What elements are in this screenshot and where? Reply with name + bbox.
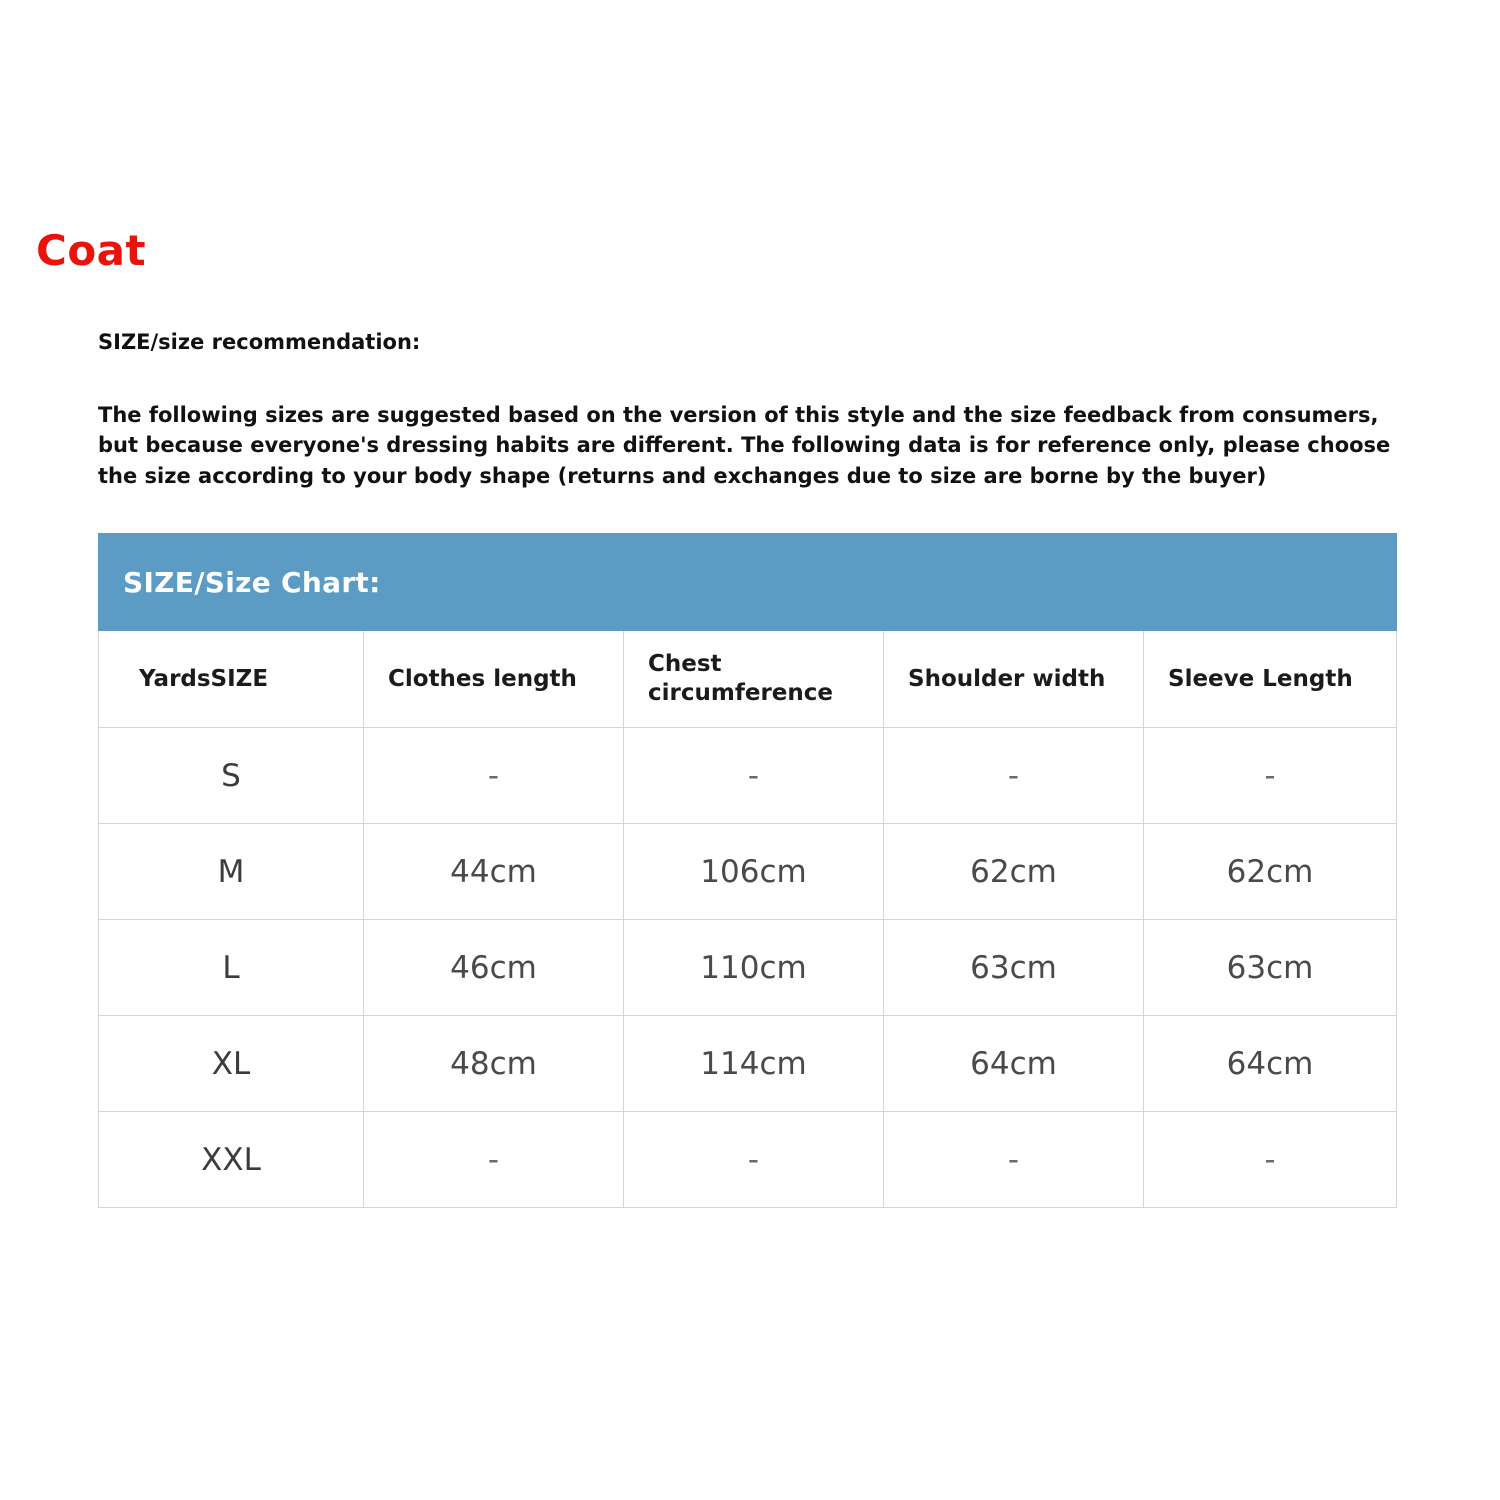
column-header-clothes-length: Clothes length (364, 631, 624, 728)
cell-size: M (99, 824, 364, 920)
column-header-yardssize: YardsSIZE (99, 631, 364, 728)
cell-chest: - (624, 728, 884, 824)
cell-sleeve: - (1144, 1112, 1397, 1208)
table-row (99, 1112, 1397, 1208)
cell-chest: 106cm (624, 824, 884, 920)
cell-sleeve: 63cm (1144, 920, 1397, 1016)
recommendation-heading: SIZE/size recommendation: (98, 330, 421, 354)
column-header-shoulder-width: Shoulder width (884, 631, 1144, 728)
table-row (99, 824, 1397, 920)
cell-shoulder: - (884, 1112, 1144, 1208)
cell-clothes-length: 46cm (364, 920, 624, 1016)
table-column-header-row (99, 631, 1397, 728)
cell-size: XL (99, 1016, 364, 1112)
table-row (99, 728, 1397, 824)
cell-size: S (99, 728, 364, 824)
cell-chest: 110cm (624, 920, 884, 1016)
page-title: Coat (36, 226, 147, 275)
column-header-sleeve-length: Sleeve Length (1144, 631, 1397, 728)
size-chart-table-wrapper (98, 533, 1396, 1208)
table-row (99, 920, 1397, 1016)
cell-shoulder: 64cm (884, 1016, 1144, 1112)
cell-clothes-length: - (364, 1112, 624, 1208)
cell-chest: - (624, 1112, 884, 1208)
cell-sleeve: 62cm (1144, 824, 1397, 920)
recommendation-body: The following sizes are suggested based on the version of this style and the size feedback from consumers, but because everyone's dressing habits are different. The following data is for reference only, please choose the size according to your body shape (returns and exchanges due to size are borne by the buyer) (98, 403, 1391, 488)
cell-shoulder: - (884, 728, 1144, 824)
cell-shoulder: 63cm (884, 920, 1144, 1016)
table-header-banner-row (99, 534, 1397, 631)
cell-size: XXL (99, 1112, 364, 1208)
size-chart-banner-title: SIZE/Size Chart: (99, 534, 1397, 631)
cell-clothes-length: 44cm (364, 824, 624, 920)
cell-clothes-length: 48cm (364, 1016, 624, 1112)
cell-sleeve: 64cm (1144, 1016, 1397, 1112)
cell-clothes-length: - (364, 728, 624, 824)
cell-sleeve: - (1144, 728, 1397, 824)
cell-chest: 114cm (624, 1016, 884, 1112)
recommendation-section (98, 330, 1414, 491)
size-chart-table (98, 533, 1397, 1208)
table-row (99, 1016, 1397, 1112)
cell-size: L (99, 920, 364, 1016)
column-header-chest-circumference: Chest circumference (624, 631, 884, 728)
cell-shoulder: 62cm (884, 824, 1144, 920)
